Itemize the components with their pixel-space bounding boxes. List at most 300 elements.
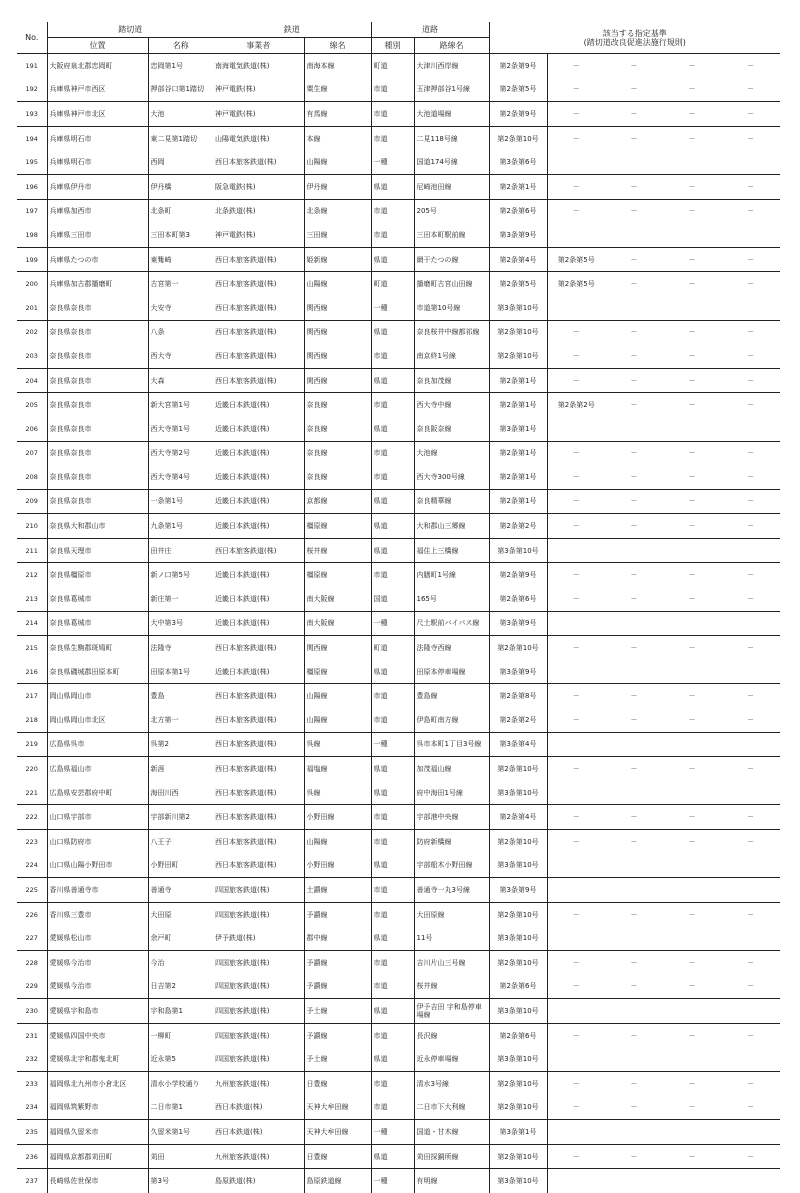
row-number: 232 [25,1055,38,1064]
route-name-cell: 尺土駅前バイパス線 [414,611,489,636]
route-name-cell: 清水3号線 [414,1071,489,1095]
criteria-cell: － [547,368,605,393]
criteria-cell [663,854,721,878]
line-name-cell: 本線 [304,126,371,150]
criteria-cell [721,1047,780,1071]
route-name-cell: 伊島町南方線 [414,708,489,732]
route-name-cell: 奈良桜井中線都祁線 [414,320,489,344]
criteria-cell: － [605,805,663,830]
crossing-name-cell: 呉第2 [148,732,213,757]
route-name-cell: 大池道場線 [414,102,489,127]
line-name-cell: 島原鉄道線 [304,1169,371,1193]
criteria-primary-cell: 第2条第4号 [489,247,547,272]
location-cell: 兵庫県伊丹市 [47,174,148,199]
location-cell: 奈良県奈良市 [47,393,148,417]
line-name-cell: 姫新線 [304,247,371,272]
operator-cell: 近畿日本鉄道(株) [215,594,270,603]
operator-cell: 西日本旅客鉄道(株) [215,861,277,870]
operator-cell: 西日本旅客鉄道(株) [215,158,277,167]
route-name-cell: 国道・甘木線 [414,1120,489,1145]
criteria-cell: － [547,199,605,223]
location-cell: 愛媛県四国中央市 [47,1023,148,1047]
criteria-cell [663,538,721,563]
operator-cell: 四国旅客鉄道(株) [215,1055,270,1064]
row-number: 227 [25,934,38,943]
location-cell: 兵庫県加西市 [47,199,148,223]
criteria-cell [721,660,780,684]
criteria-primary-cell: 第3条第10号 [489,1047,547,1071]
table-row [17,514,780,539]
road-type-cell: 県道 [371,320,414,344]
line-name-cell: 山陽線 [304,830,371,854]
criteria-primary-cell: 第2条第10号 [489,1144,547,1169]
location-cell: 福岡県筑紫野市 [47,1096,148,1120]
operator-cell: 北条鉄道(株) [213,199,304,223]
route-name-cell: 西大寺300号線 [414,465,489,489]
route-name-cell: 尼崎池田線 [414,174,489,199]
line-name-cell: 小野田線 [304,854,371,878]
row-number: 221 [25,788,38,797]
criteria-cell: － [547,830,605,854]
line-name-cell: 呉線 [304,781,371,805]
criteria-cell: － [547,102,605,127]
criteria-cell: － [605,514,663,539]
criteria-cell [663,417,721,441]
route-name-cell: 苅田採銅所線 [414,1144,489,1169]
table-row [17,126,780,150]
road-type-cell: 市道 [371,902,414,926]
criteria-primary-cell: 第2条第1号 [489,368,547,393]
road-type-cell: 市道 [371,950,414,974]
route-name-cell: 奈良精華線 [414,489,489,514]
criteria-primary-cell: 第2条第10号 [489,1071,547,1095]
line-name-cell: 福塩線 [304,757,371,781]
criteria-cell [547,417,605,441]
line-name-cell: 粟生線 [304,78,371,102]
route-name-cell: 加茂福山線 [414,757,489,781]
route-name-cell: 大津川西岸線 [414,54,489,78]
criteria-primary-cell: 第2条第10号 [489,636,547,660]
criteria-cell [547,1169,605,1193]
route-name-cell: 二日市下大利線 [414,1096,489,1120]
criteria-primary-cell: 第3条第9号 [489,878,547,903]
header-crossing: 踏切道 [47,22,213,38]
table-row [17,272,780,296]
line-name-cell: 橿原線 [304,660,371,684]
criteria-cell: － [663,636,721,660]
criteria-cell: － [721,102,780,127]
row-number: 231 [17,1023,47,1047]
criteria-primary-cell: 第2条第10号 [489,1096,547,1120]
row-number: 204 [17,368,47,393]
criteria-cell: － [747,85,755,94]
location-cell: 福岡県北九州市小倉北区 [47,1071,148,1095]
criteria-cell: － [605,441,663,465]
line-name-cell: 有馬線 [304,102,371,127]
location-cell: 奈良県奈良市 [47,417,148,441]
criteria-cell: － [663,441,721,465]
table-row [17,708,780,732]
criteria-cell: － [721,950,780,974]
operator-cell: 西日本旅客鉄道(株) [213,684,304,708]
location-cell: 奈良県大和郡山市 [47,514,148,539]
table-row [17,465,780,489]
criteria-primary-cell: 第2条第4号 [489,805,547,830]
operator-cell: 神戸電鉄(株) [215,85,256,94]
criteria-cell [663,732,721,757]
line-name-cell: 関西線 [304,320,371,344]
criteria-cell: － [547,54,605,78]
row-number: 211 [17,538,47,563]
table-row [17,684,780,708]
road-type-cell: 市道 [371,684,414,708]
criteria-cell [547,611,605,636]
line-name-cell: 橿原線 [304,514,371,539]
criteria-cell: － [663,489,721,514]
line-name-cell: 伊丹線 [304,174,371,199]
location-cell: 愛媛県松山市 [47,926,148,950]
row-number: 236 [17,1144,47,1169]
criteria-cell: － [547,1144,605,1169]
criteria-cell: － [663,199,721,223]
criteria-primary-cell: 第3条第10号 [489,296,547,320]
operator-cell: 近畿日本鉄道(株) [213,489,304,514]
line-name-cell: 天神大牟田線 [304,1096,371,1120]
route-name-cell: 長沢線 [414,1023,489,1047]
route-name-cell: 国道174号線 [414,150,489,174]
operator-cell: 西日本旅客鉄道(株) [213,247,304,272]
criteria-cell: － [630,594,638,603]
criteria-cell [663,1120,721,1145]
criteria-cell: － [663,272,721,296]
road-type-cell: 市道 [371,563,414,587]
row-number: 220 [17,757,47,781]
operator-cell: 近畿日本鉄道(株) [213,563,304,587]
table-row [17,950,780,974]
crossing-name-cell: 忠岡第1号 [148,54,213,78]
road-type-cell: 一種 [371,1120,414,1145]
road-type-cell: 県道 [371,489,414,514]
criteria-subtitle: (踏切道改良促進法施行規則) [583,37,686,47]
table-row [17,975,780,999]
criteria-cell: － [721,902,780,926]
criteria-primary-cell: 第3条第9号 [489,611,547,636]
route-name-cell: 205号 [414,199,489,223]
criteria-cell: － [630,982,638,991]
line-name-cell: 南大阪線 [304,611,371,636]
criteria-cell [721,1120,780,1145]
criteria-cell: － [547,950,605,974]
criteria-cell [605,999,663,1024]
criteria-cell [721,296,780,320]
road-type-cell: 県道 [371,368,414,393]
road-type-cell: 町道 [371,272,414,296]
location-cell: 岡山県岡山市北区 [47,708,148,732]
criteria-cell [663,296,721,320]
criteria-cell: － [605,1023,663,1047]
criteria-cell [663,999,721,1024]
location-cell: 奈良県奈良市 [47,368,148,393]
criteria-cell [605,926,663,950]
road-type-cell: 市道 [371,830,414,854]
road-type-cell: 一種 [371,611,414,636]
crossing-name-cell: 第3号 [148,1169,213,1193]
line-name-cell: 予土線 [304,1047,371,1071]
crossing-name-cell: 西大寺第1号 [148,417,213,441]
criteria-primary-cell: 第2条第8号 [489,684,547,708]
row-number: 219 [17,732,47,757]
criteria-primary-cell: 第2条第9号 [489,102,547,127]
table-row [17,296,780,320]
location-cell: 山口県防府市 [47,830,148,854]
table-row [17,830,780,854]
crossing-name-cell: 東觜崎 [148,247,213,272]
row-number: 233 [17,1071,47,1095]
operator-cell: 西日本旅客鉄道(株) [213,538,304,563]
line-name-cell: 桜井線 [304,538,371,563]
criteria-primary-cell: 第2条第2号 [489,708,547,732]
criteria-cell: － [721,272,780,296]
criteria-cell: － [605,199,663,223]
table-row [17,174,780,199]
road-type-cell: 市道 [371,1096,414,1120]
crossing-name-cell: 西大寺第2号 [148,441,213,465]
road-type-cell: 市道 [371,344,414,368]
road-type-cell: 市道 [371,393,414,417]
criteria-primary-cell: 第2条第6号 [489,975,547,999]
line-name-cell: 山陽線 [304,272,371,296]
row-number: 234 [25,1103,38,1112]
operator-cell: 四国旅客鉄道(株) [213,878,304,903]
table-row [17,587,780,611]
criteria-primary-cell: 第3条第10号 [489,1169,547,1193]
criteria-primary-cell: 第2条第10号 [489,344,547,368]
criteria-cell [663,926,721,950]
criteria-cell [547,926,605,950]
criteria-cell: － [547,1096,605,1120]
criteria-cell [721,854,780,878]
crossing-name-cell: 伊丹橋 [148,174,213,199]
row-number: 191 [17,54,47,78]
line-name-cell: 山陽線 [304,708,371,732]
crossing-name-cell: 三田本町第3 [148,223,213,247]
route-name-cell: 玉津押部谷1号線 [414,78,489,102]
route-name-cell: 大池線 [414,441,489,465]
location-cell: 兵庫県加古郡播磨町 [47,272,148,296]
operator-cell: 西日本鉄道(株) [213,1120,304,1145]
line-name-cell: 関西線 [304,344,371,368]
criteria-primary-cell: 第2条第6号 [489,1023,547,1047]
road-type-cell: 一種 [371,732,414,757]
criteria-cell: － [605,950,663,974]
location-cell: 山口県宇部市 [47,805,148,830]
line-name-cell: 関西線 [304,296,371,320]
route-name-cell: 市道第10号線 [414,296,489,320]
road-type-cell: 市道 [371,878,414,903]
row-number: 199 [17,247,47,272]
road-type-cell: 一種 [371,150,414,174]
criteria-primary-cell: 第2条第1号 [489,489,547,514]
operator-cell: 四国旅客鉄道(株) [215,982,270,991]
criteria-cell: － [721,393,780,417]
road-type-cell: 一種 [371,1169,414,1193]
crossing-name-cell: 小野田町 [148,854,213,878]
criteria-cell: 第2条第2号 [547,393,605,417]
route-name-cell: 呉市本町1丁目3号線 [414,732,489,757]
route-name-cell: 奈良阪奈線 [414,417,489,441]
crossing-name-cell: 近永第5 [148,1047,213,1071]
crossing-name-cell: 大森 [148,368,213,393]
criteria-cell: － [547,587,605,611]
criteria-primary-cell: 第2条第1号 [489,393,547,417]
operator-cell: 西日本旅客鉄道(株) [213,830,304,854]
criteria-cell [547,732,605,757]
route-name-cell: 網干たつの線 [414,247,489,272]
road-type-cell: 県道 [371,926,414,950]
route-name-cell: 福住上三橋線 [414,538,489,563]
line-name-cell: 小野田線 [304,805,371,830]
operator-cell: 四国旅客鉄道(株) [213,950,304,974]
table-row [17,199,780,223]
criteria-cell [547,223,605,247]
criteria-primary-cell: 第2条第5号 [489,272,547,296]
row-number: 210 [17,514,47,539]
operator-cell: 九州旅客鉄道(株) [213,1144,304,1169]
criteria-cell: － [605,54,663,78]
location-cell: 奈良県奈良市 [47,441,148,465]
crossing-name-cell: 余戸町 [148,926,213,950]
header-operator: 事業者 [213,38,304,54]
criteria-cell: － [688,351,696,360]
line-name-cell: 南大阪線 [304,587,371,611]
row-number: 226 [17,902,47,926]
row-number: 202 [17,320,47,344]
crossing-name-cell: 田原本第1号 [148,660,213,684]
line-name-cell: 呉線 [304,732,371,757]
criteria-cell: － [663,368,721,393]
crossing-name-cell: 西大寺 [148,344,213,368]
operator-cell: 九州旅客鉄道(株) [213,1071,304,1095]
crossing-name-cell: 田井庄 [148,538,213,563]
table-row [17,1169,780,1193]
criteria-cell: － [547,514,605,539]
row-number: 215 [17,636,47,660]
row-number: 225 [17,878,47,903]
operator-cell: 西日本鉄道(株) [215,1103,263,1112]
road-type-cell: 県道 [371,660,414,684]
operator-cell: 伊予鉄道(株) [215,934,256,943]
criteria-cell: － [605,102,663,127]
criteria-cell: － [547,805,605,830]
crossing-list-table [17,22,780,1193]
location-cell: 大阪府泉北郡忠岡町 [47,54,148,78]
line-name-cell: 予土線 [304,999,371,1024]
criteria-cell: － [605,1144,663,1169]
criteria-cell: － [663,1023,721,1047]
criteria-cell: － [547,975,605,999]
criteria-cell: － [605,272,663,296]
road-type-cell: 町道 [371,636,414,660]
road-type-cell: 国道 [371,587,414,611]
table-row [17,54,780,78]
operator-cell: 近畿日本鉄道(株) [215,472,270,481]
line-name-cell: 三田線 [304,223,371,247]
criteria-cell: － [605,174,663,199]
location-cell: 兵庫県神戸市北区 [47,102,148,127]
row-number: 193 [17,102,47,127]
crossing-name-cell: 日吉第2 [148,975,213,999]
criteria-cell [547,296,605,320]
row-number: 224 [25,861,38,870]
criteria-primary-cell: 第2条第2号 [489,514,547,539]
location-cell: 兵庫県明石市 [47,150,148,174]
location-cell: 広島県安芸郡府中町 [47,781,148,805]
criteria-cell [605,296,663,320]
road-type-cell: 県道 [371,417,414,441]
criteria-cell: － [721,174,780,199]
location-cell: 奈良県奈良市 [47,296,148,320]
road-type-cell: 市道 [371,441,414,465]
crossing-name-cell: 新庄第一 [148,587,213,611]
criteria-cell: － [721,1144,780,1169]
road-type-cell: 県道 [371,514,414,539]
line-name-cell: 山陽線 [304,150,371,174]
location-cell: 奈良県葛城市 [47,587,148,611]
line-name-cell: 南海本線 [304,54,371,78]
row-number: 214 [17,611,47,636]
criteria-cell: － [663,126,721,150]
crossing-name-cell: 久留米第1号 [148,1120,213,1145]
operator-cell: 山陽電気鉄道(株) [213,126,304,150]
route-name-cell: 大田原線 [414,902,489,926]
table-row [17,441,780,465]
row-number: 223 [17,830,47,854]
location-cell: 広島県呉市 [47,732,148,757]
criteria-primary-cell: 第3条第10号 [489,854,547,878]
criteria-primary-cell: 第3条第9号 [489,660,547,684]
criteria-cell: － [605,393,663,417]
table-row [17,854,780,878]
criteria-title: 該当する指定基準 [602,28,667,38]
table-row [17,417,780,441]
location-cell: 愛媛県宇和島市 [47,999,148,1024]
route-name-cell: 田原本停車場線 [414,660,489,684]
row-number: 209 [17,489,47,514]
table-row [17,732,780,757]
criteria-cell [547,781,605,805]
line-name-cell: 日豊線 [304,1144,371,1169]
table-row [17,781,780,805]
row-number: 194 [17,126,47,150]
road-type-cell: 県道 [371,538,414,563]
criteria-primary-cell: 第3条第10号 [489,538,547,563]
criteria-cell: － [663,902,721,926]
table-row [17,926,780,950]
criteria-cell [663,223,721,247]
criteria-cell [605,878,663,903]
criteria-cell [605,223,663,247]
criteria-cell [547,999,605,1024]
criteria-cell [605,1047,663,1071]
criteria-cell: － [605,563,663,587]
table-row [17,320,780,344]
location-cell: 愛媛県今治市 [47,950,148,974]
route-name-cell: 有明線 [414,1169,489,1193]
table-row [17,247,780,272]
criteria-cell: － [630,472,638,481]
crossing-name-cell: 今治 [148,950,213,974]
criteria-primary-cell: 第2条第9号 [489,54,547,78]
